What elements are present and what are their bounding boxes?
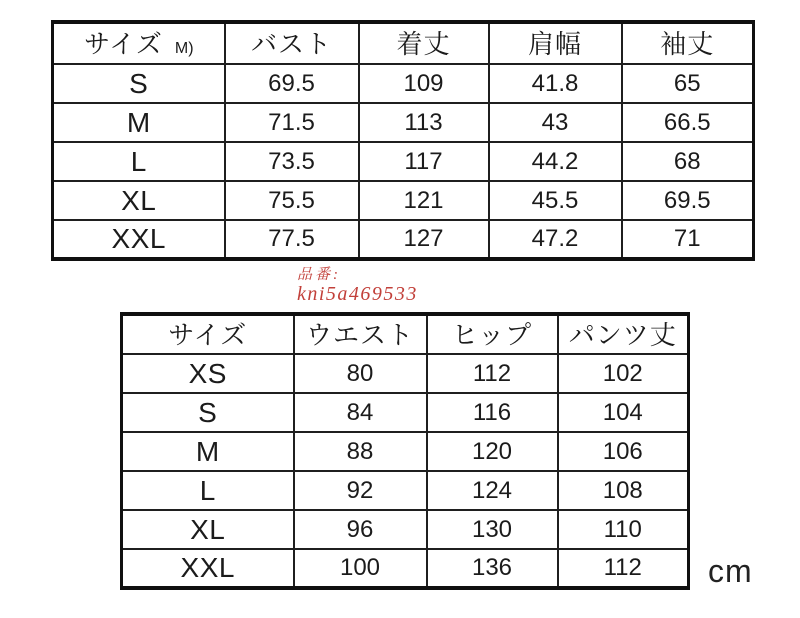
size-cell: XXL — [122, 549, 294, 588]
size-cell: M — [53, 103, 225, 142]
value-cell: 96 — [294, 510, 427, 549]
product-code-label: 品番: — [297, 267, 341, 283]
value-cell: 120 — [427, 432, 558, 471]
bottoms-size-table — [120, 312, 690, 590]
value-cell: 75.5 — [225, 181, 359, 220]
size-cell: XS — [122, 354, 294, 393]
value-cell: 80 — [294, 354, 427, 393]
value-cell: 112 — [427, 354, 558, 393]
value-cell: 68 — [622, 142, 754, 181]
value-cell: 71.5 — [225, 103, 359, 142]
size-cell: XL — [53, 181, 225, 220]
table-row — [122, 549, 689, 588]
size-cell: XXL — [53, 220, 225, 259]
value-cell: 73.5 — [225, 142, 359, 181]
value-cell: 112 — [558, 549, 689, 588]
value-cell: 117 — [359, 142, 489, 181]
value-cell: 121 — [359, 181, 489, 220]
table-row — [122, 510, 689, 549]
value-cell: 130 — [427, 510, 558, 549]
value-cell: 88 — [294, 432, 427, 471]
bottoms-waist-column-header: ウエスト — [294, 314, 427, 354]
value-cell: 84 — [294, 393, 427, 432]
value-cell: 69.5 — [622, 181, 754, 220]
bottoms-pants-length-column-header: パンツ丈 — [558, 314, 689, 354]
tops-length-column-header: 着丈 — [359, 22, 489, 64]
value-cell: 110 — [558, 510, 689, 549]
product-code-value: kni5a469533 — [297, 282, 418, 305]
value-cell: 108 — [558, 471, 689, 510]
value-cell: 41.8 — [489, 64, 622, 103]
table-row — [53, 103, 754, 142]
table-row — [53, 220, 754, 259]
table-row — [122, 354, 689, 393]
bottoms-size-column-header: サイズ — [122, 314, 294, 354]
value-cell: 100 — [294, 549, 427, 588]
table-row — [53, 181, 754, 220]
value-cell: 69.5 — [225, 64, 359, 103]
value-cell: 102 — [558, 354, 689, 393]
value-cell: 116 — [427, 393, 558, 432]
bottoms-header-row — [122, 314, 689, 354]
value-cell: 71 — [622, 220, 754, 259]
value-cell: 127 — [359, 220, 489, 259]
value-cell: 77.5 — [225, 220, 359, 259]
size-cell: M — [122, 432, 294, 471]
value-cell: 104 — [558, 393, 689, 432]
tops-bust-column-header: バスト — [225, 22, 359, 64]
value-cell: 106 — [558, 432, 689, 471]
value-cell: 66.5 — [622, 103, 754, 142]
value-cell: 92 — [294, 471, 427, 510]
table-row — [122, 471, 689, 510]
size-cell: XL — [122, 510, 294, 549]
value-cell: 44.2 — [489, 142, 622, 181]
table-row — [53, 142, 754, 181]
value-cell: 47.2 — [489, 220, 622, 259]
value-cell: 136 — [427, 549, 558, 588]
tops-size-header-label: サイズ — [83, 28, 163, 59]
unit-label: cm — [708, 553, 753, 589]
size-cell: L — [53, 142, 225, 181]
tops-size-table — [51, 20, 755, 261]
size-cell: S — [53, 64, 225, 103]
tops-sleeve-column-header: 袖丈 — [622, 22, 754, 64]
table-row — [53, 64, 754, 103]
tops-shoulder-column-header: 肩幅 — [489, 22, 622, 64]
table-row — [122, 393, 689, 432]
product-code — [297, 268, 418, 305]
size-cell: L — [122, 471, 294, 510]
value-cell: 43 — [489, 103, 622, 142]
size-cell: S — [122, 393, 294, 432]
value-cell: 113 — [359, 103, 489, 142]
tops-header-row — [53, 22, 754, 64]
value-cell: 45.5 — [489, 181, 622, 220]
bottoms-hip-column-header: ヒップ — [427, 314, 558, 354]
value-cell: 109 — [359, 64, 489, 103]
table-row — [122, 432, 689, 471]
tops-size-column-header — [53, 22, 225, 64]
value-cell: 65 — [622, 64, 754, 103]
value-cell: 124 — [427, 471, 558, 510]
tops-header-note: M) — [174, 39, 194, 57]
